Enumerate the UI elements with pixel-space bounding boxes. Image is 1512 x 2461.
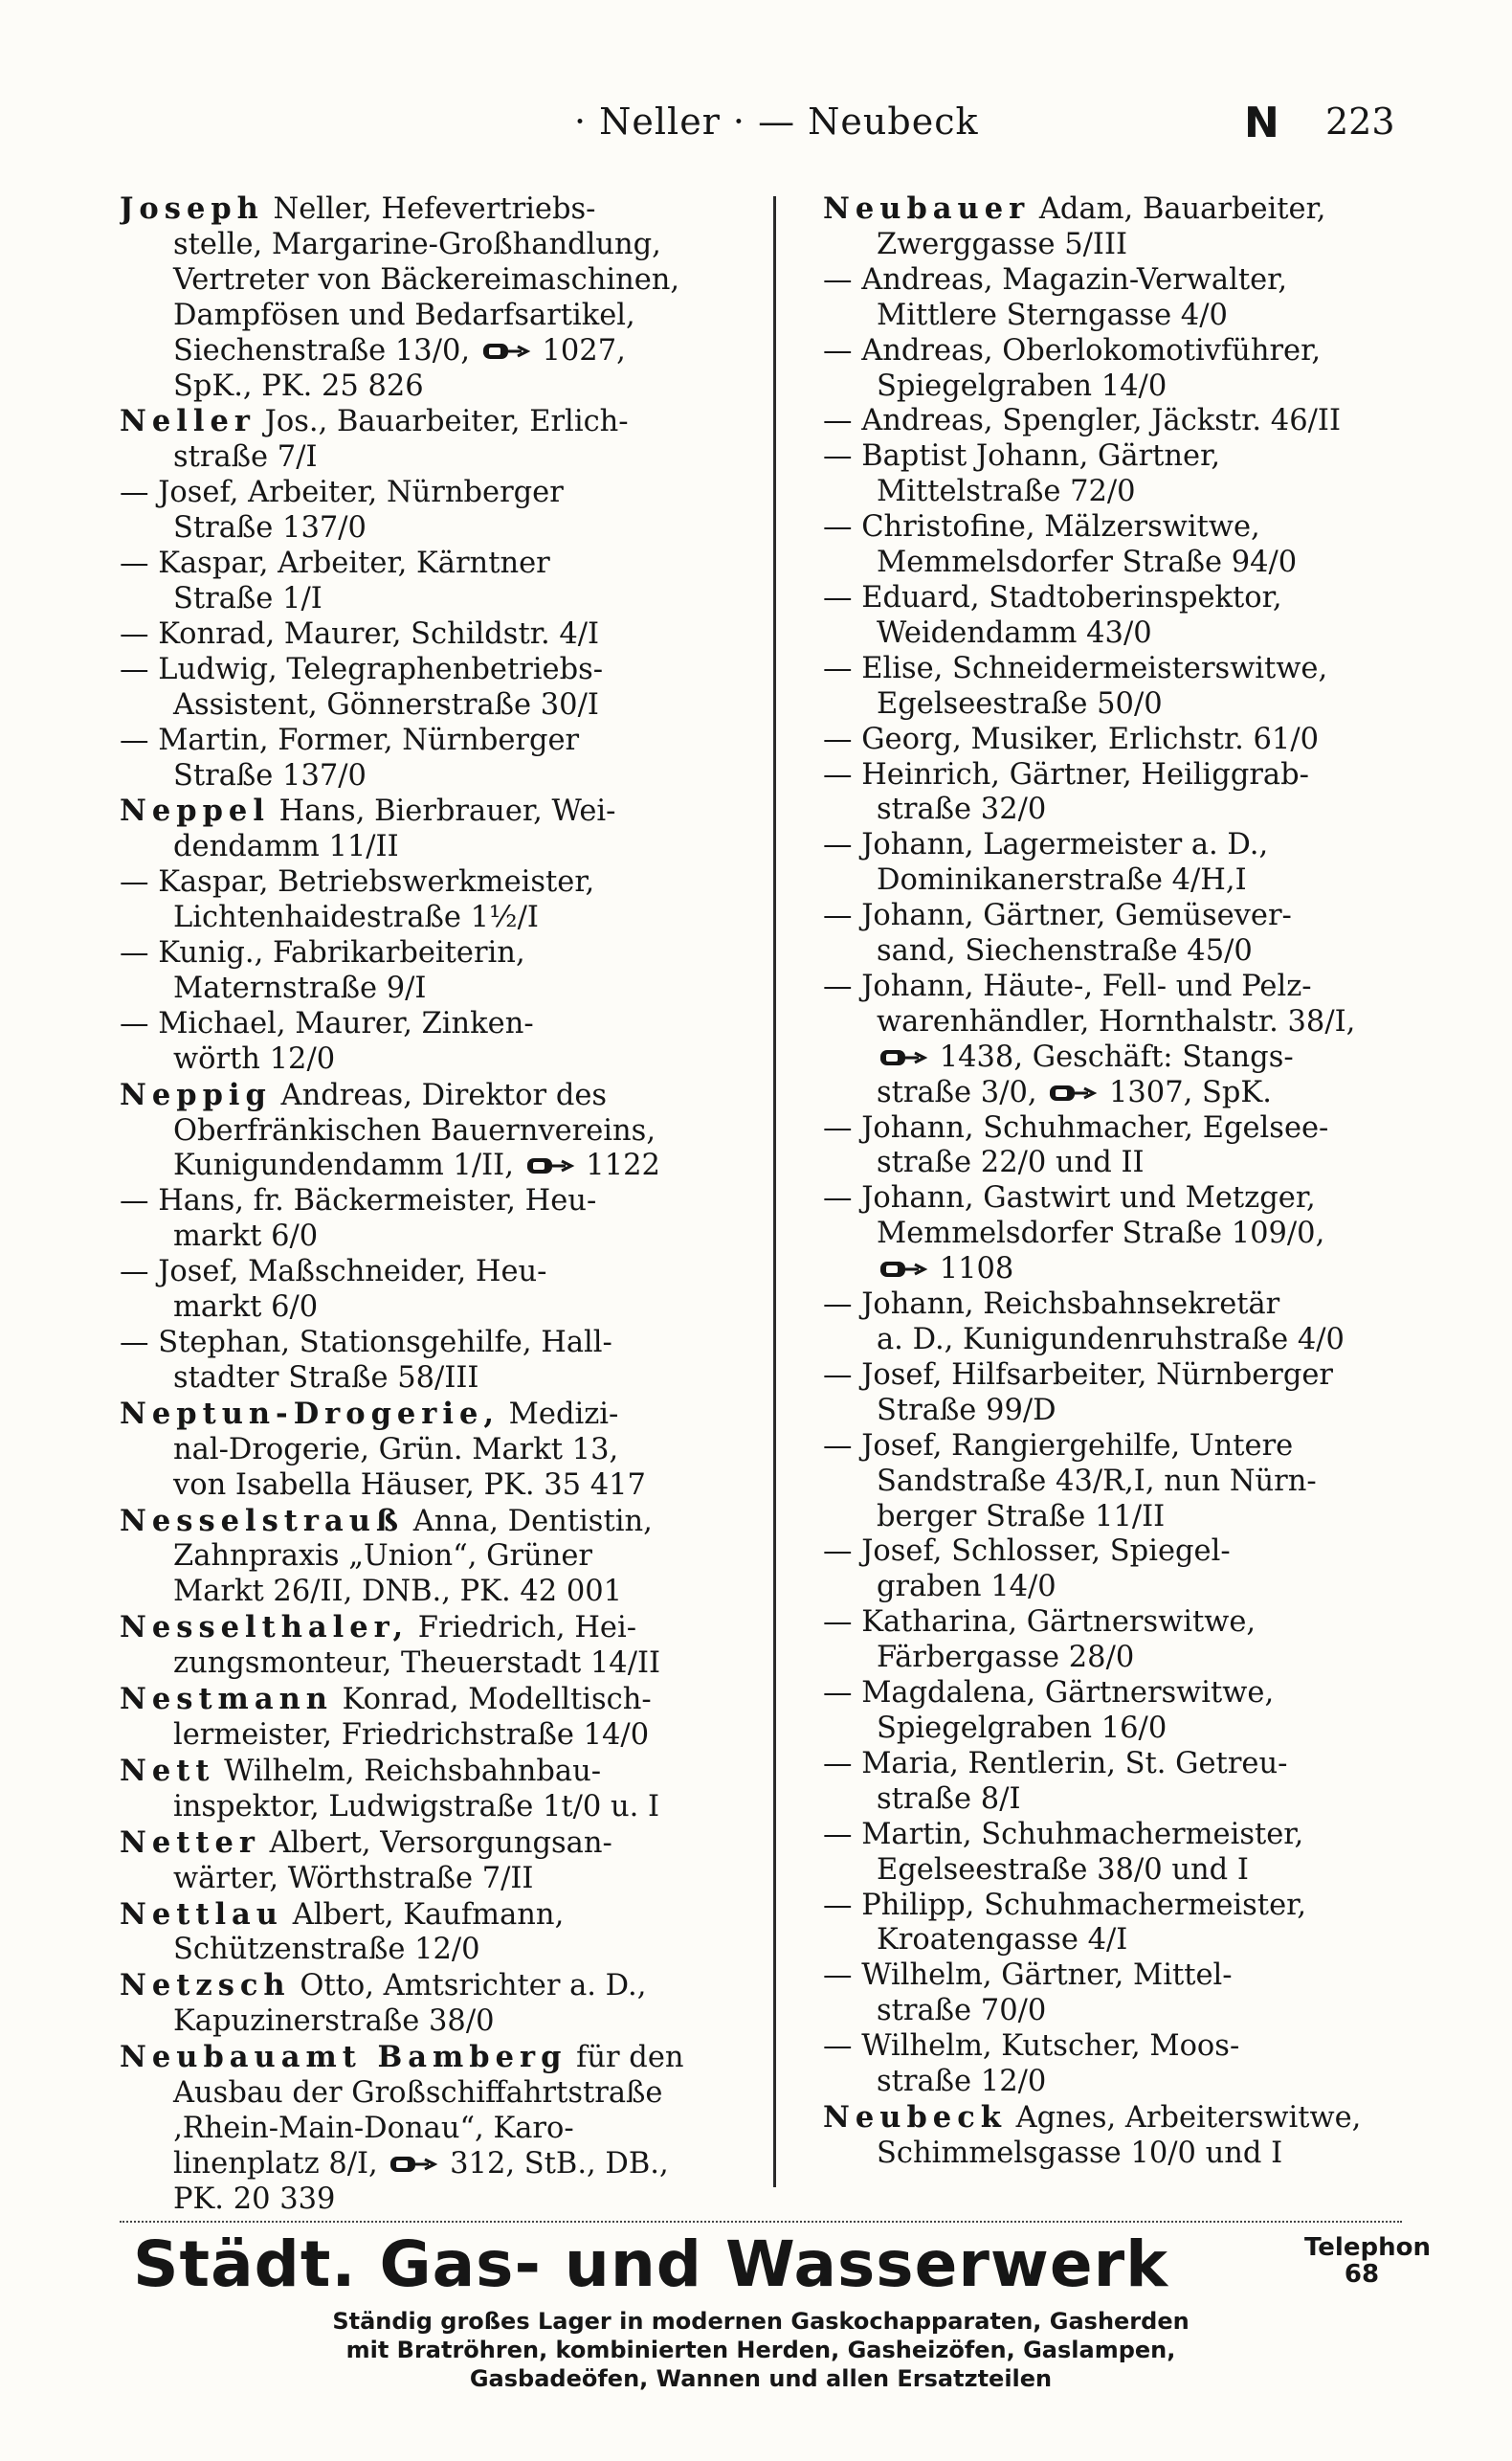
entry-text: Andreas, Direktor des Oberfränkischen Bauernvereins, Kunigundendamm 1/II, (173, 1078, 656, 1183)
directory-entry (823, 263, 1412, 334)
entry-surname: Neptun-Drogerie, (120, 1396, 500, 1431)
directory-entry (120, 617, 751, 653)
entry-text: — Johann, Reichsbahnsekretär a. D., Kunigundenruhstraße 4/0 (823, 1287, 1345, 1356)
entry-surname: Neubauer (823, 191, 1031, 226)
directory-entry (120, 1504, 751, 1611)
directory-entry (120, 1397, 751, 1504)
entry-surname: Joseph (120, 191, 264, 226)
entry-text: — Martin, Schuhmachermeister, Egelseestraße 38/0 und I (823, 1817, 1304, 1887)
entry-text: — Johann, Schuhmacher, Egelsee- straße 22/0 und II (823, 1110, 1329, 1180)
directory-entry (120, 1326, 751, 1397)
entry-text: — Andreas, Spengler, Jäckstr. 46/II (823, 404, 1341, 438)
entry-surname: Neubeck (823, 2099, 1007, 2135)
entry-surname: Neller (120, 404, 256, 439)
entry-text: — Andreas, Magazin-Verwalter, Mittlere Sterngasse 4/0 (823, 262, 1288, 332)
entry-surname: Nettlau (120, 1896, 283, 1932)
directory-entry (823, 2100, 1412, 2172)
directory-entry (823, 1958, 1412, 2029)
entry-text: — Ludwig, Telegraphenbetriebs- Assistent, Gönnerstraße 30/I (120, 652, 604, 722)
entry-text: StB., DB., PK. 20 339 (173, 2146, 669, 2216)
entry-text: — Wilhelm, Gärtner, Mittel- straße 70/0 (823, 1958, 1233, 2028)
directory-entry (120, 1255, 751, 1326)
directory-entry (823, 899, 1412, 970)
entry-text: Friedrich, Hei- zungsmonteur, Theuerstadt 14/II (173, 1611, 661, 1681)
directory-entry (120, 653, 751, 724)
directory-entry (823, 828, 1412, 899)
left-column (120, 191, 751, 2221)
phone-number: 1027, (532, 333, 626, 368)
entry-text: — Josef, Hilfsarbeiter, Nürnberger Straße 99/D (823, 1357, 1334, 1427)
directory-entry (823, 581, 1412, 652)
advertisement-divider (120, 2221, 1402, 2223)
entry-text: — Stephan, Stationsgehilfe, Hall- stadter Straße 58/III (120, 1326, 612, 1395)
entry-text: für den Ausbau der Großschiffahrtstraße ‚Rhein-Main-Donau“, Karo- linenplatz 8/I, (173, 2041, 684, 2181)
entry-surname: Netzsch (120, 1968, 291, 2003)
telephone-symbol-icon (523, 1155, 577, 1176)
entry-text: — Konrad, Maurer, Schildstr. 4/I (120, 616, 600, 651)
directory-entry (823, 1358, 1412, 1429)
right-column (823, 191, 1412, 2221)
directory-entry (823, 1676, 1412, 1747)
advertisement-line: Ständig großes Lager in modernen Gaskochapparaten, Gasherden (332, 2308, 1190, 2335)
directory-entry (823, 1429, 1412, 1535)
directory-entry (120, 1610, 751, 1682)
directory-entry (823, 1605, 1412, 1676)
entry-surname: Neppel (120, 794, 270, 829)
directory-entry (120, 1682, 751, 1754)
directory-entry (120, 2040, 751, 2218)
entry-text: — Wilhelm, Kutscher, Moos- straße 12/0 (823, 2029, 1240, 2099)
directory-entry (120, 1184, 751, 1255)
entry-text: — Christofine, Mälzerswitwe, Memmelsdorfer Straße 94/0 (823, 510, 1298, 580)
directory-entry (823, 758, 1412, 829)
advertisement-line: mit Bratröhren, kombinierten Herden, Gasheizöfen, Gaslampen, (345, 2337, 1176, 2363)
page-header (0, 101, 1512, 158)
directory-entry (120, 865, 751, 936)
entry-text: Adam, Bauarbeiter, Zwerggasse 5/III (877, 192, 1326, 261)
entry-text: — Heinrich, Gärtner, Heiliggrab- straße 32/0 (823, 757, 1309, 827)
directory-entry (823, 1747, 1412, 1818)
entry-text: — Johann, Gastwirt und Metzger, Memmelsdorfer Straße 109/0, (823, 1181, 1325, 1251)
telephone-number: 68 (1344, 2260, 1380, 2289)
entry-text: Konrad, Modelltisch- lermeister, Friedrichstraße 14/0 (173, 1683, 652, 1752)
entry-text: — Johann, Lagermeister a. D., Dominikanerstraße 4/H,I (823, 828, 1269, 898)
entry-text: — Josef, Arbeiter, Nürnberger Straße 137/0 (120, 476, 564, 546)
entry-text: Albert, Versorgungsan- wärter, Wörthstraße 7/II (173, 1825, 612, 1895)
entry-text: — Katharina, Gärtnerswitwe, Färbergasse 28/0 (823, 1605, 1256, 1675)
directory-entry (120, 1825, 751, 1897)
telephone-symbol-icon (387, 2154, 440, 2175)
directory-entry (120, 1897, 751, 1969)
directory-entry (120, 191, 751, 404)
entry-surname: Nett (120, 1753, 215, 1788)
entry-text: — Magdalena, Gärtnerswitwe, Spiegelgraben 16/0 (823, 1676, 1275, 1745)
entry-text: Otto, Amtsrichter a. D., Kapuzinerstraße 38/0 (173, 1969, 647, 2039)
entry-surname: Neubauamt Bamberg (120, 2040, 567, 2075)
entry-text: — Maria, Rentlerin, St. Getreu- straße 8/I (823, 1746, 1288, 1816)
directory-entry (823, 404, 1412, 439)
directory-entry (120, 1078, 751, 1185)
directory-entry (120, 1968, 751, 2040)
entry-text: Wilhelm, Reichsbahnbau- inspektor, Ludwigstraße 1t/0 u. I (173, 1754, 660, 1823)
entry-text: Neller, Hefevertriebs- stelle, Margarine-Großhandlung, Vertreter von Bäckereimaschinen, Dampfösen und Bedarfsartikel, Siechenstraße 13/0, (173, 192, 680, 368)
section-letter: N (1244, 99, 1279, 147)
entry-text: — Andreas, Oberlokomotivführer, Spiegelgraben 14/0 (823, 333, 1322, 403)
entry-text: — Michael, Maurer, Zinken- wörth 12/0 (120, 1006, 534, 1076)
directory-entry (120, 724, 751, 794)
directory-entry (823, 1111, 1412, 1182)
entry-surname: Neppig (120, 1077, 272, 1112)
entry-text: — Kaspar, Betriebswerkmeister, Lichtenhaidestraße 1½/I (120, 865, 595, 935)
phone-number: 1307, (1100, 1075, 1193, 1109)
directory-entry (823, 1287, 1412, 1358)
entry-text: Agnes, Arbeiterswitwe, Schimmelsgasse 10/0 und I (877, 2100, 1362, 2170)
entry-text: — Kaspar, Arbeiter, Kärntner Straße 1/I (120, 547, 550, 615)
running-title: · Neller · — Neubeck (574, 101, 979, 143)
entry-text: — Eduard, Stadtoberinspektor, Weidendamm 43/0 (823, 580, 1282, 650)
entry-text: — Baptist Johann, Gärtner, Mittelstraße 72/0 (823, 439, 1221, 509)
entry-surname: Netter (120, 1824, 260, 1860)
entry-text: — Josef, Maßschneider, Heu- markt 6/0 (120, 1255, 547, 1325)
entry-text: — Kunig., Fabrikarbeiterin, Maternstraße 9/I (120, 936, 525, 1005)
telephone-symbol-icon (479, 341, 533, 362)
entry-text: Anna, Dentistin, Zahnpraxis „Union“, Grüner Markt 26/II, DNB., PK. 42 001 (173, 1504, 653, 1609)
telephone-symbol-icon (877, 1047, 930, 1068)
phone-number: 1122 (576, 1149, 660, 1183)
directory-entry (823, 191, 1412, 263)
entry-surname: Nesselthaler, (120, 1610, 410, 1645)
phone-number: 1438, (930, 1040, 1024, 1074)
directory-entry (823, 723, 1412, 758)
directory-entry (823, 970, 1412, 1111)
directory-entry (823, 510, 1412, 581)
entry-text: — Josef, Rangiergehilfe, Untere Sandstraße 43/R,I, nun Nürn- berger Straße 11/II (823, 1428, 1317, 1533)
directory-entry (823, 1889, 1412, 1959)
entry-text: — Martin, Former, Nürnberger Straße 137/0 (120, 723, 580, 793)
directory-entry (823, 439, 1412, 510)
directory-entry (823, 652, 1412, 723)
advertisement (120, 2227, 1431, 2422)
directory-entry (120, 404, 751, 476)
entry-text: SpK., PK. 25 826 (173, 369, 424, 403)
page-number: 223 (1325, 101, 1395, 143)
telephone-symbol-icon (877, 1259, 930, 1280)
telephone-label: Telephon (1304, 2233, 1431, 2262)
entry-text: Medizi- nal-Drogerie, Grün. Markt 13, von Isabella Häuser, PK. 35 417 (173, 1397, 646, 1502)
advertisement-headline: Städt. Gas- und Wasserwerk (133, 2227, 1169, 2301)
directory-entry (120, 1007, 751, 1078)
entry-surname: Nestmann (120, 1682, 333, 1717)
directory-entry (823, 334, 1412, 405)
phone-number: 312, (440, 2146, 516, 2181)
directory-entry (120, 794, 751, 865)
entry-surname: Nesselstrauß (120, 1503, 405, 1538)
directory-entry (120, 476, 751, 547)
entry-text: Hans, Bierbrauer, Wei- dendamm 11/II (173, 794, 616, 864)
entry-text: — Philipp, Schuhmachermeister, Kroatengasse 4/I (823, 1888, 1307, 1958)
directory-entry (823, 1181, 1412, 1287)
entry-text: — Johann, Häute-, Fell- und Pelz- warenhändler, Hornthalstr. 38/I, (823, 969, 1356, 1039)
entry-text: Geschäft: Stangs- straße 3/0, (877, 1040, 1294, 1109)
entry-text: Jos., Bauarbeiter, Erlich- straße 7/I (173, 405, 629, 475)
telephone-symbol-icon (1046, 1083, 1100, 1104)
entry-text: Albert, Kaufmann, Schützenstraße 12/0 (173, 1897, 565, 1967)
entry-text: — Hans, fr. Bäckermeister, Heu- markt 6/0 (120, 1184, 597, 1254)
directory-entry (120, 936, 751, 1007)
directory-entry (120, 547, 751, 617)
column-divider (773, 196, 776, 2187)
directory-entry (120, 1754, 751, 1825)
entry-text: SpK. (1192, 1075, 1272, 1109)
directory-entry (823, 2029, 1412, 2100)
entry-text: — Josef, Schlosser, Spiegel- graben 14/0 (823, 1534, 1231, 1604)
directory-entry (823, 1818, 1412, 1889)
directory-entry (823, 1534, 1412, 1605)
phone-number: 1108 (930, 1252, 1014, 1286)
advertisement-body (120, 2307, 1402, 2393)
advertisement-telephone (1304, 2233, 1431, 2289)
entry-text: — Johann, Gärtner, Gemüsever- sand, Siechenstraße 45/0 (823, 899, 1292, 969)
entry-text: — Georg, Musiker, Erlichstr. 61/0 (823, 722, 1319, 756)
entry-text: — Elise, Schneidermeisterswitwe, Egelseestraße 50/0 (823, 651, 1328, 721)
advertisement-line: Gasbadeöfen, Wannen und allen Ersatzteilen (469, 2365, 1053, 2392)
